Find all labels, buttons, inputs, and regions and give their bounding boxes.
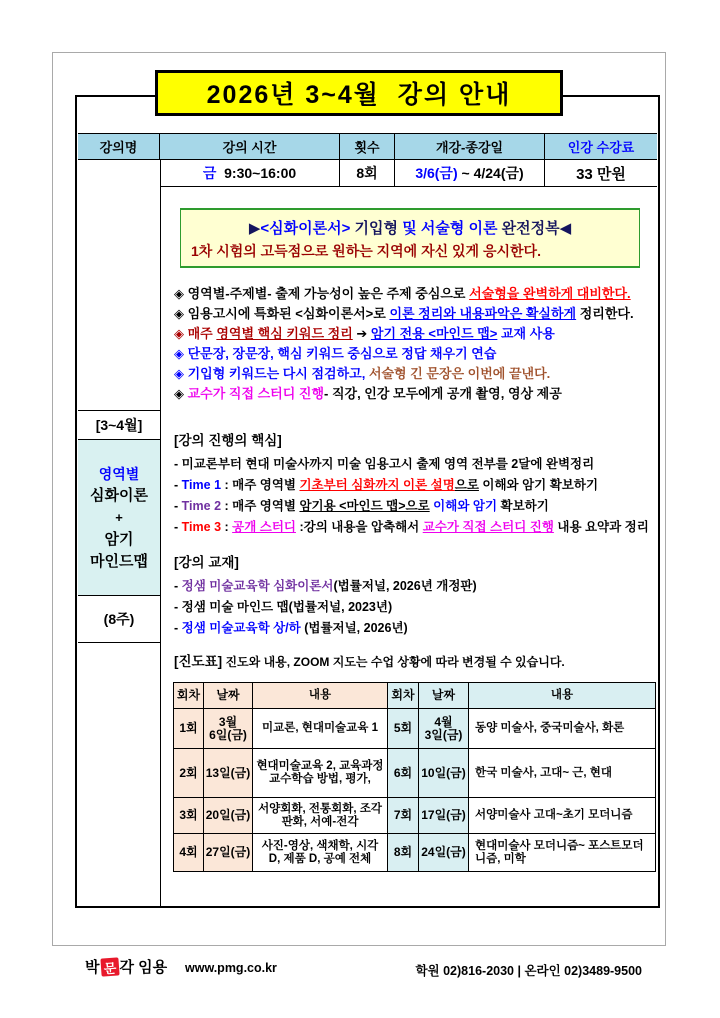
header-course-name: 강의명 — [78, 134, 160, 159]
book-item: - 정샘 미술교육학 심화이론서(법률저널, 2026년 개정판) — [174, 579, 477, 593]
session-date: 3월 6일(금) — [204, 709, 253, 748]
bullet-item: ◈ 기입형 키워드는 다시 점검하고, 서술형 긴 문장은 이번에 끝낸다. — [174, 366, 551, 381]
section-course-books — [174, 553, 660, 639]
header-start-end-date: 개강-종강일 — [395, 134, 545, 159]
session-content: 한국 미술사, 고대~ 근, 현대 — [475, 766, 612, 779]
course-weeks: (8주) — [78, 596, 160, 643]
session-date: 27일(금) — [204, 834, 253, 871]
course-name-line: 심화이론 — [90, 486, 148, 504]
core-item: - Time 3 : 공개 스터디 :강의 내용을 압축해서 교수가 직접 스터디 진행 내용 요약과 정리 — [174, 520, 649, 534]
section-course-core — [174, 431, 660, 538]
schedule-table — [173, 682, 656, 872]
schedule-row — [174, 709, 655, 749]
section-title: [강의 교재] — [174, 555, 239, 570]
header-online-fee: 인강 수강료 — [567, 140, 635, 155]
footer-url: www.pmg.co.kr — [185, 961, 277, 975]
core-item: - 미교론부터 현대 미술사까지 미술 임용고시 출제 영역 전부를 2달에 완벽정리 — [174, 457, 595, 471]
bullet-item: ◈ 매주 영역별 핵심 키워드 정리 ➔ 암기 전용 <마인드 맵> 교재 사용 — [174, 326, 555, 341]
session-no: 2회 — [174, 749, 204, 797]
core-item: - Time 1 : 매주 영역별 기초부터 심화까지 이론 설명으로 이해와 암기 확보하기 — [174, 478, 599, 492]
bullet-list — [174, 284, 660, 404]
session-content: 현대미술교육 2, 교육과정 교수학습 방법, 평가, — [253, 749, 388, 797]
highlight-headline: ▶<심화이론서> 기입형 및 서술형 이론 완전정복◀ — [248, 220, 572, 237]
cell-session-count: 8회 — [340, 160, 395, 186]
course-column-spacer — [78, 160, 160, 410]
header-session-count: 횟수 — [340, 134, 395, 159]
core-item: - Time 2 : 매주 영역별 암기용 <마인드 맵>으로 이해와 암기 확보하기 — [174, 499, 549, 513]
course-name-box — [78, 440, 160, 596]
highlight-box — [180, 208, 640, 268]
session-date: 13일(금) — [204, 749, 253, 797]
session-date: 24일(금) — [419, 834, 469, 871]
schedule-header-content: 내용 — [253, 683, 388, 708]
session-date: 10일(금) — [419, 749, 469, 797]
session-date: 17일(금) — [419, 798, 469, 833]
session-no: 4회 — [174, 834, 204, 871]
session-content: 현대미술사 모더니즘~ 포스트모더니즘, 미학 — [475, 839, 644, 865]
course-name-line: 영역별 — [98, 465, 140, 482]
bullet-item: ◈ 영역별-주제별- 출제 가능성이 높은 주제 중심으로 서술형을 완벽하게 대비한다. — [174, 286, 631, 301]
page-title: 2026년 3~4월 강의 안내 — [206, 81, 512, 109]
title-banner — [155, 70, 563, 116]
schedule-row — [174, 749, 655, 798]
bullet-item: ◈ 단문장, 장문장, 핵심 키워드 중심으로 정답 채우기 연습 — [174, 346, 497, 361]
cell-online-fee: 33 만원 — [576, 165, 626, 183]
footer-contacts: 학원 02)816-2030 | 온라인 02)3489-9500 — [415, 964, 642, 978]
session-content: 서양미술사 고대~초기 모더니즘 — [475, 809, 633, 821]
schedule-header-no: 회차 — [388, 683, 419, 708]
session-content: 동양 미술사, 중국미술사, 화론 — [475, 722, 625, 734]
course-name-line: + — [115, 509, 123, 525]
schedule-header-row — [174, 683, 655, 709]
book-item: - 정샘 미술 마인드 맵(법률저널, 2023년) — [174, 600, 393, 614]
highlight-subline: 1차 시험의 고득점으로 원하는 지역에 자신 있게 응시한다. — [191, 243, 541, 259]
schedule-note — [174, 652, 660, 672]
session-no: 5회 — [388, 709, 419, 748]
course-name-line: 암기 — [104, 530, 134, 548]
cell-start-end-date: 3/6(금) ~ 4/24(금) — [395, 160, 545, 186]
schedule-note-title: [진도표] — [174, 654, 223, 669]
session-no: 7회 — [388, 798, 419, 833]
schedule-header-date: 날짜 — [204, 683, 253, 708]
book-item: - 정샘 미술교육학 상/하 (법률저널, 2026년) — [174, 621, 408, 635]
schedule-row — [174, 834, 655, 871]
session-content: 미교론, 현대미술교육 1 — [253, 709, 388, 748]
pmg-brand-logo — [85, 956, 167, 977]
session-content: 서양회화, 전통회화, 조각 판화, 서예-전각 — [253, 798, 388, 833]
info-table-row — [160, 160, 657, 187]
brand-text: 각 임용 — [119, 959, 168, 976]
course-period: [3~4월] — [78, 410, 160, 440]
session-no: 6회 — [388, 749, 419, 797]
schedule-header-content: 내용 — [469, 683, 655, 708]
schedule-header-no: 회차 — [174, 683, 204, 708]
session-content: 사진-영상, 색채학, 시각 D, 제품 D, 공예 전체 — [253, 834, 388, 871]
info-table-header — [78, 133, 657, 160]
brand-text: 박 — [85, 959, 100, 976]
session-no: 8회 — [388, 834, 419, 871]
course-name-column — [78, 160, 161, 906]
brand-box-icon: 문 — [100, 957, 119, 976]
cell-course-time: 금 9:30~16:00 — [160, 160, 340, 186]
session-no: 1회 — [174, 709, 204, 748]
schedule-row — [174, 798, 655, 834]
schedule-header-date: 날짜 — [419, 683, 469, 708]
session-no: 3회 — [174, 798, 204, 833]
course-name-line: 마인드맵 — [90, 552, 148, 570]
bullet-item: ◈ 임용고시에 특화된 <심화이론서>로 이론 정리와 내용파악은 확실하게 정리한다. — [174, 306, 634, 321]
session-date: 4월 3일(금) — [419, 709, 469, 748]
session-date: 20일(금) — [204, 798, 253, 833]
schedule-note-text: 진도와 내용, ZOOM 지도는 수업 상황에 따라 변경될 수 있습니다. — [222, 655, 565, 669]
bullet-item: ◈ 교수가 직접 스터디 진행- 직강, 인강 모두에게 공개 촬영, 영상 제공 — [174, 386, 562, 401]
header-course-time: 강의 시간 — [160, 134, 340, 159]
section-title: [강의 진행의 핵심] — [174, 433, 282, 448]
